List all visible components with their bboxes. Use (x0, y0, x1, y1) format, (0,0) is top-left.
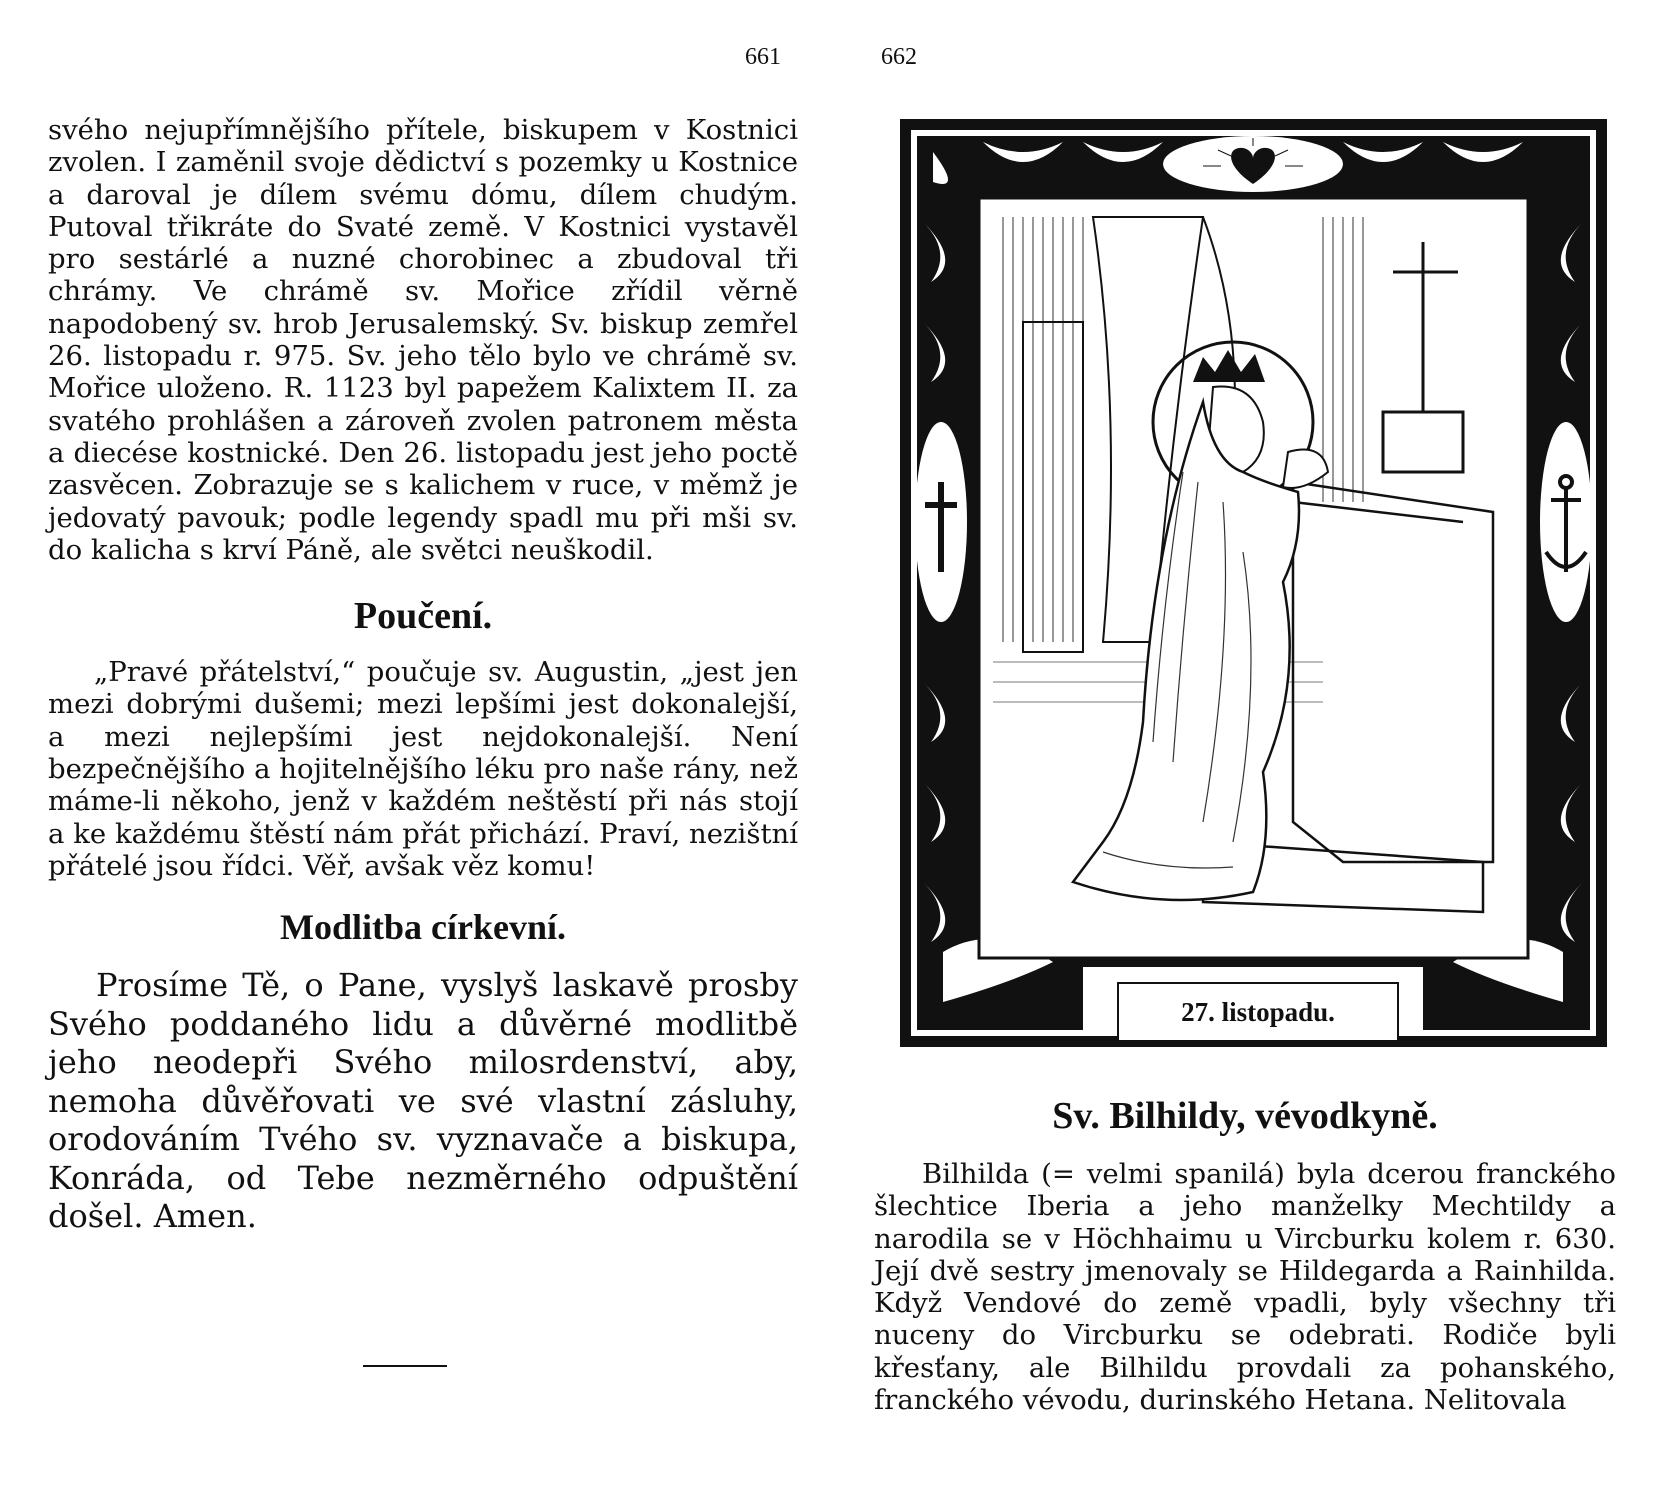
closing-rule (363, 1365, 447, 1367)
prayer-heading: Modlitba církevní. (280, 907, 566, 948)
saint-paragraph: Bilhilda (= velmi spanilá) byla dcerou franckého šlechtice Iberia a jeho manželky Mechtildy a narodila se v Höchhaimu u Vircburku kolem r. 630. Její dvě sestry jmenovaly se Hildegarda a Rainhilda. Když Vendové do země vpadli, byly všechny tři nuceny do Vircburku se odebrati. Rodiče byli křesťany, ale Bilhildu provdali za pohanského, franckého vévodu, durinského Hetana. Nelitovala (874, 1158, 1616, 1417)
saint-illustration (903, 122, 1604, 1044)
page-number-right: 662 (881, 44, 917, 70)
left-page (48, 114, 798, 1236)
prayer-paragraph: Prosíme Tě, o Pane, vyslyš laskavě prosby Svého poddaného lidu a důvěrné modlitbě jeho neodepři Svého milosrdenství, aby, nemoha důvěřovati ve své vlastní zásluhy, orodováním Tvého sv. vyznavače a biskupa, Konráda, od Tebe nezměrného odpuštění došel. Amen. (48, 966, 798, 1236)
illustration-caption: 27. listopadu. (1117, 982, 1399, 1042)
page-number-left: 661 (745, 44, 781, 70)
intro-paragraph: svého nejupřímnějšího přítele, biskupem v Kostnici zvolen. I zaměnil svoje dědictví s pozemky u Kostnice a daroval je dílem svému dómu, dílem chudým. Putoval třikráte do Svaté země. V Kostnici vystavěl pro sestárlé a nuzné chorobinec a zbudoval tři chrámy. Ve chrámě sv. Mořice zřídil věrně napodobený sv. hrob Jerusalemský. Sv. biskup zemřel 26. listopadu r. 975. Sv. jeho tělo bylo ve chrámě sv. Mořice uloženo. R. 1123 byl papežem Kalixtem II. za svatého prohlášen a zároveň zvolen patronem města a diecése kostnické. Den 26. listopadu jest jeho poctě zasvěcen. Zobrazuje se s kalichem v ruce, v měmž je jedovatý pavouk; podle legendy spadl mu při mši sv. do kalicha s krví Páně, ale světci neuškodil. (48, 114, 798, 566)
lesson-paragraph: „Pravé přátelství,“ poučuje sv. Augustin, „jest jen mezi dobrými dušemi; mezi lepšími jest dokonalejší, a mezi nejlepšími jest nejdokonalejší. Není bezpečnějšího a hojitelnějšího léku pro naše rány, než máme-li někoho, jenž v každém neštěstí při nás stojí a ke každému štěstí nám přát přichází. Praví, nezištní přátelé jsou řídci. Věř, avšak věz komu! (48, 656, 798, 882)
right-page (874, 1094, 1616, 1416)
illustration-frame (900, 119, 1607, 1047)
lesson-heading: Poučení. (353, 595, 493, 638)
saint-heading: Sv. Bilhildy, vévodkyně. (1052, 1095, 1438, 1137)
